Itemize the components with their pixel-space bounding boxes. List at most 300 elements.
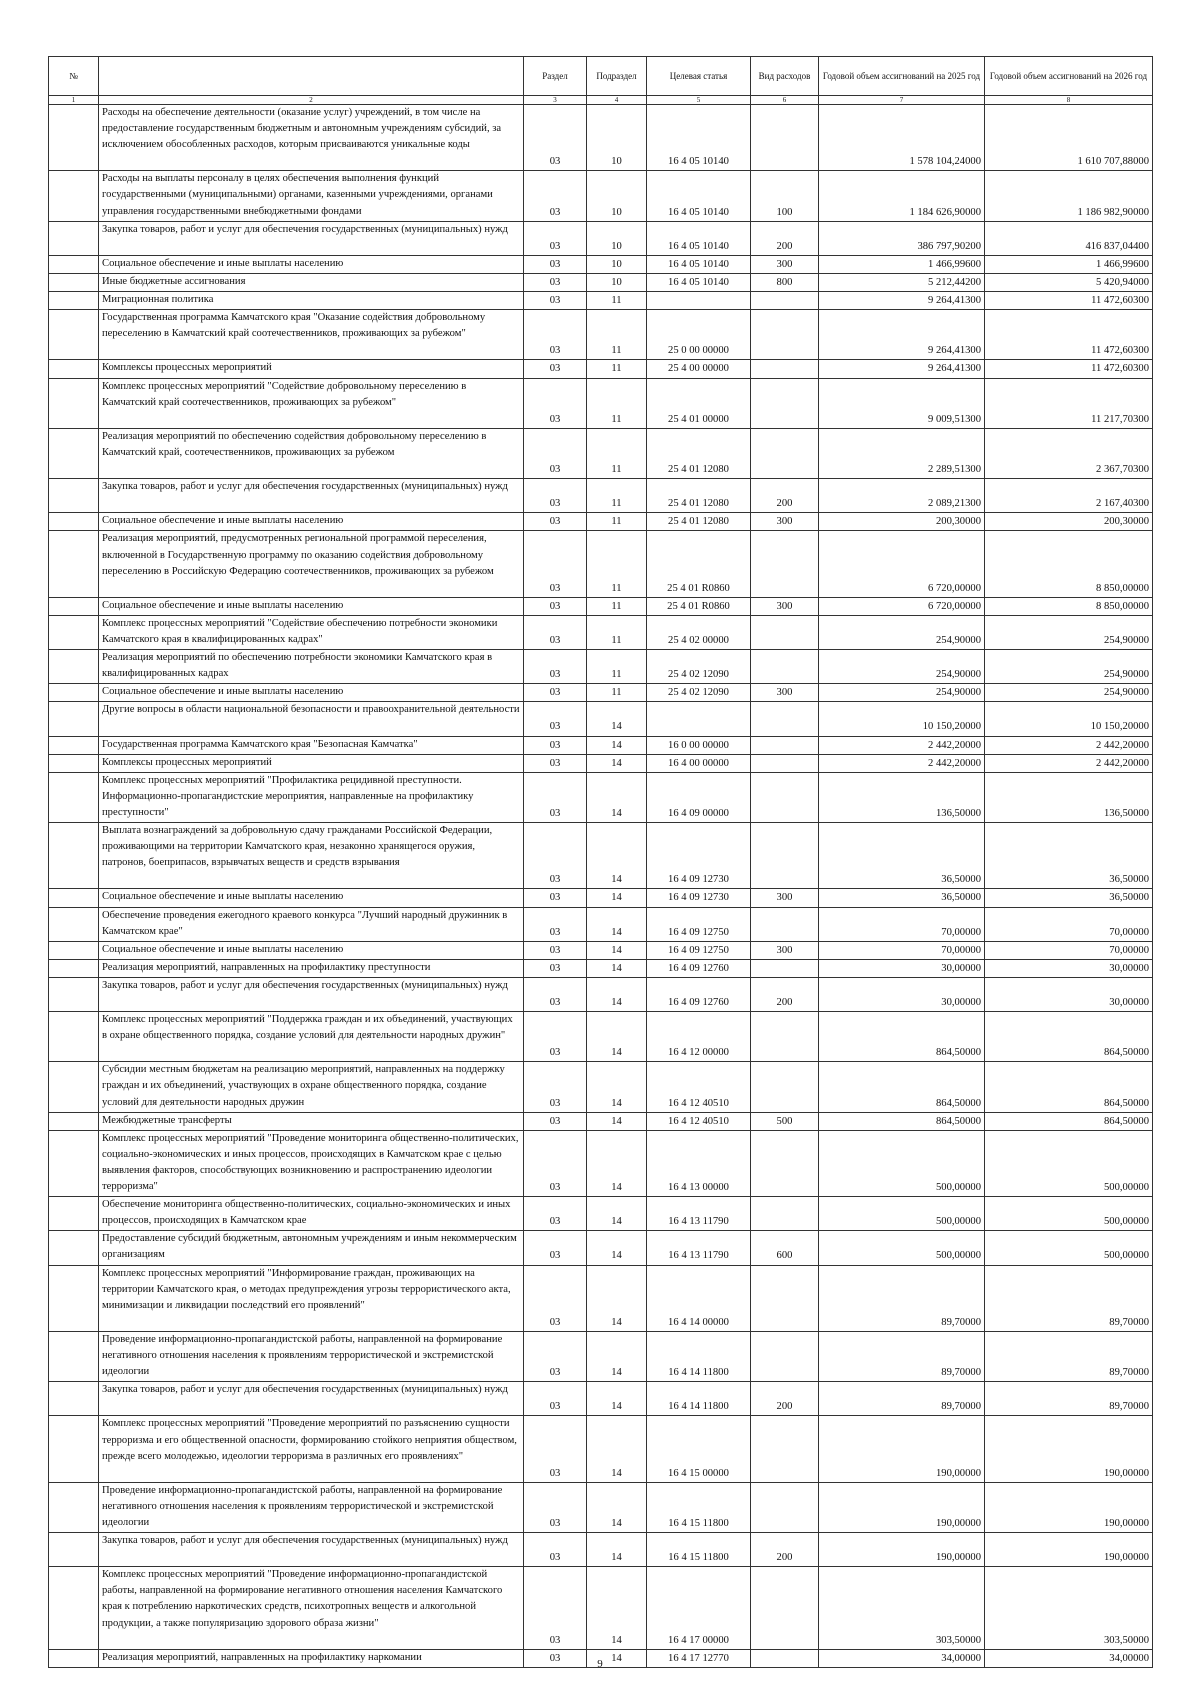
row-number-cell [49,702,99,736]
row-subsection-cell: 11 [587,531,647,597]
row-amount-2026-cell: 89,70000 [985,1265,1153,1331]
row-expense-type-cell [751,736,819,754]
row-name-cell: Обеспечение проведения ежегодного краевого конкурса "Лучший народный дружинник в Камчатском крае" [99,907,524,941]
column-number: 7 [819,96,985,105]
row-number-cell [49,1416,99,1482]
table-row [49,1482,1153,1532]
row-name-cell: Государственная программа Камчатского края "Оказание содействия добровольному переселению в Камчатский край соотечественников, проживающих за рубежом" [99,310,524,360]
header-amount-2025: Годовой объем ассигнований на 2025 год [819,57,985,96]
row-name-cell: Комплексы процессных мероприятий [99,754,524,772]
row-amount-2026-cell: 30,00000 [985,977,1153,1011]
table-row [49,754,1153,772]
row-target-cell: 16 4 05 10140 [647,221,751,255]
row-amount-2026-cell: 864,50000 [985,1112,1153,1130]
row-amount-2025-cell: 254,90000 [819,650,985,684]
row-section-cell: 03 [524,977,587,1011]
row-section-cell: 03 [524,736,587,754]
row-amount-2026-cell: 36,50000 [985,823,1153,889]
row-amount-2025-cell: 2 442,20000 [819,736,985,754]
row-name-cell: Социальное обеспечение и иные выплаты населению [99,255,524,273]
row-amount-2026-cell: 200,30000 [985,513,1153,531]
row-amount-2026-cell: 5 420,94000 [985,273,1153,291]
row-expense-type-cell [751,378,819,428]
row-expense-type-cell [751,531,819,597]
row-section-cell: 03 [524,615,587,649]
row-number-cell [49,1265,99,1331]
table-row [49,959,1153,977]
row-expense-type-cell: 800 [751,273,819,291]
row-section-cell: 03 [524,292,587,310]
row-subsection-cell: 14 [587,1112,647,1130]
row-name-cell: Миграционная политика [99,292,524,310]
row-name-cell: Выплата вознаграждений за добровольную сдачу гражданами Российской Федерации, проживающими на территории Камчатского края, незаконно хранящегося оружия, патронов, боеприпасов, взрывчатых веществ и средств взрывания [99,823,524,889]
row-number-cell [49,1382,99,1416]
row-subsection-cell: 14 [587,702,647,736]
row-target-cell: 25 4 01 12080 [647,479,751,513]
row-subsection-cell: 11 [587,310,647,360]
row-expense-type-cell [751,1130,819,1196]
row-expense-type-cell: 600 [751,1231,819,1265]
column-number: 1 [49,96,99,105]
row-number-cell [49,310,99,360]
row-amount-2025-cell: 500,00000 [819,1231,985,1265]
row-amount-2026-cell: 190,00000 [985,1416,1153,1482]
row-section-cell: 03 [524,1416,587,1482]
row-target-cell: 25 4 02 12090 [647,684,751,702]
row-name-cell: Комплекс процессных мероприятий "Содействие добровольному переселению в Камчатский край соотечественников, проживающих за рубежом" [99,378,524,428]
row-amount-2025-cell: 30,00000 [819,959,985,977]
row-subsection-cell: 14 [587,1012,647,1062]
row-expense-type-cell: 200 [751,221,819,255]
row-subsection-cell: 14 [587,1197,647,1231]
row-amount-2026-cell: 1 466,99600 [985,255,1153,273]
row-amount-2025-cell: 200,30000 [819,513,985,531]
table-row [49,513,1153,531]
row-subsection-cell: 14 [587,823,647,889]
row-name-cell: Комплекс процессных мероприятий "Профилактика рецидивной преступности. Информационно-пропагандистские мероприятия, направленные на профилактику преступности" [99,772,524,822]
row-subsection-cell: 14 [587,1331,647,1381]
row-name-cell: Проведение информационно-пропагандистской работы, направленной на формирование негативного отношения населения к проявлениям террористической и экстремистской идеологии [99,1482,524,1532]
row-amount-2025-cell: 1 466,99600 [819,255,985,273]
row-target-cell: 16 4 09 12730 [647,889,751,907]
row-number-cell [49,221,99,255]
row-amount-2025-cell: 2 442,20000 [819,754,985,772]
row-name-cell: Комплекс процессных мероприятий "Проведение мероприятий по разъяснению сущности терроризма и его общественной опасности, формированию стойкого неприятия обществом, прежде всего молодежью, идеологии терроризма в различных его проявлениях" [99,1416,524,1482]
row-subsection-cell: 11 [587,615,647,649]
row-name-cell: Социальное обеспечение и иные выплаты населению [99,941,524,959]
row-expense-type-cell: 300 [751,597,819,615]
row-number-cell [49,171,99,221]
row-expense-type-cell: 200 [751,977,819,1011]
row-name-cell: Комплексы процессных мероприятий [99,360,524,378]
table-row [49,736,1153,754]
row-name-cell: Проведение информационно-пропагандистской работы, направленной на формирование негативного отношения населения к проявлениям террористической и экстремистской идеологии [99,1331,524,1381]
row-amount-2025-cell: 254,90000 [819,615,985,649]
row-number-cell [49,1197,99,1231]
row-number-cell [49,273,99,291]
row-subsection-cell: 14 [587,941,647,959]
row-number-cell [49,1533,99,1567]
row-subsection-cell: 10 [587,273,647,291]
row-expense-type-cell [751,1012,819,1062]
row-expense-type-cell [751,702,819,736]
row-section-cell: 03 [524,1265,587,1331]
header-section: Раздел [524,57,587,96]
row-expense-type-cell [751,754,819,772]
table-row [49,221,1153,255]
row-target-cell: 16 4 13 00000 [647,1130,751,1196]
table-row [49,310,1153,360]
row-amount-2025-cell: 36,50000 [819,889,985,907]
row-number-cell [49,754,99,772]
row-amount-2026-cell: 254,90000 [985,684,1153,702]
table-row [49,1012,1153,1062]
row-expense-type-cell [751,310,819,360]
row-target-cell [647,292,751,310]
row-amount-2025-cell: 254,90000 [819,684,985,702]
table-row [49,292,1153,310]
row-amount-2025-cell: 303,50000 [819,1567,985,1650]
row-section-cell: 03 [524,597,587,615]
row-name-cell: Реализация мероприятий, предусмотренных региональной программой переселения, включенной в Государственную программу по оказанию содействия добровольному переселению в Российскую Федерацию соотечественников, проживающих за рубежом [99,531,524,597]
row-number-cell [49,360,99,378]
header-num: № [49,57,99,96]
row-target-cell: 25 4 02 00000 [647,615,751,649]
row-expense-type-cell: 100 [751,171,819,221]
row-amount-2025-cell: 10 150,20000 [819,702,985,736]
row-number-cell [49,772,99,822]
row-number-cell [49,428,99,478]
column-number: 8 [985,96,1153,105]
row-number-cell [49,977,99,1011]
row-amount-2025-cell: 864,50000 [819,1112,985,1130]
row-amount-2026-cell: 254,90000 [985,615,1153,649]
table-row [49,941,1153,959]
table-row [49,615,1153,649]
row-expense-type-cell [751,1482,819,1532]
row-subsection-cell: 11 [587,650,647,684]
row-target-cell: 16 4 05 10140 [647,171,751,221]
row-target-cell: 16 4 15 11800 [647,1482,751,1532]
row-amount-2025-cell: 190,00000 [819,1482,985,1532]
row-name-cell: Государственная программа Камчатского края "Безопасная Камчатка" [99,736,524,754]
table-row [49,105,1153,171]
row-section-cell: 03 [524,310,587,360]
row-expense-type-cell [751,650,819,684]
row-amount-2025-cell: 2 289,51300 [819,428,985,478]
row-subsection-cell: 14 [587,1130,647,1196]
row-expense-type-cell [751,360,819,378]
row-amount-2026-cell: 500,00000 [985,1231,1153,1265]
table-row [49,171,1153,221]
row-amount-2026-cell: 1 610 707,88000 [985,105,1153,171]
row-amount-2026-cell: 89,70000 [985,1382,1153,1416]
row-section-cell: 03 [524,1197,587,1231]
row-amount-2026-cell: 70,00000 [985,907,1153,941]
row-target-cell: 16 0 00 00000 [647,736,751,754]
row-number-cell [49,823,99,889]
row-expense-type-cell: 300 [751,941,819,959]
row-section-cell: 03 [524,1012,587,1062]
row-target-cell: 16 4 13 11790 [647,1231,751,1265]
row-target-cell: 16 4 12 00000 [647,1012,751,1062]
row-amount-2026-cell: 70,00000 [985,941,1153,959]
row-name-cell: Расходы на обеспечение деятельности (оказание услуг) учреждений, в том числе на предоставление государственным бюджетным и автономным учреждениям субсидий, за исключением обособленных расходов, которым присваиваются уникальные коды [99,105,524,171]
row-section-cell: 03 [524,428,587,478]
row-name-cell: Комплекс процессных мероприятий "Проведение информационно-пропагандистской работы, направленной на формирование негативного отношения населения Камчатского края к потреблению наркотических средств, психотропных веществ и алкогольной продукции, а также популяризацию здорового образа жизни" [99,1567,524,1650]
row-name-cell: Реализация мероприятий по обеспечению содействия добровольному переселению в Камчатский край, соотечественников, проживающих за рубежом [99,428,524,478]
row-name-cell: Комплекс процессных мероприятий "Содействие обеспечению потребности экономики Камчатского края в квалифицированных кадрах" [99,615,524,649]
row-amount-2025-cell: 9 264,41300 [819,310,985,360]
table-body [49,105,1153,1668]
row-amount-2026-cell: 10 150,20000 [985,702,1153,736]
page-number: 9 [597,1658,603,1670]
row-target-cell: 25 4 01 R0860 [647,597,751,615]
row-section-cell: 03 [524,907,587,941]
row-section-cell: 03 [524,378,587,428]
table-row [49,479,1153,513]
row-name-cell: Реализация мероприятий, направленных на профилактику преступности [99,959,524,977]
row-section-cell: 03 [524,1482,587,1532]
row-target-cell: 16 4 17 00000 [647,1567,751,1650]
table-row [49,1197,1153,1231]
table-row [49,1331,1153,1381]
row-target-cell: 16 4 13 11790 [647,1197,751,1231]
row-section-cell: 03 [524,889,587,907]
row-name-cell: Реализация мероприятий по обеспечению потребности экономики Камчатского края в квалифицированных кадрах [99,650,524,684]
table-row [49,531,1153,597]
row-amount-2025-cell: 386 797,90200 [819,221,985,255]
row-amount-2025-cell: 34,00000 [819,1649,985,1667]
table-row [49,255,1153,273]
row-expense-type-cell [751,105,819,171]
table-row [49,1416,1153,1482]
row-subsection-cell: 11 [587,479,647,513]
row-target-cell: 16 4 14 00000 [647,1265,751,1331]
table-row [49,889,1153,907]
row-target-cell: 16 4 09 12750 [647,941,751,959]
row-number-cell [49,597,99,615]
row-subsection-cell: 11 [587,360,647,378]
table-row [49,702,1153,736]
table-row [49,1062,1153,1112]
row-subsection-cell: 14 [587,772,647,822]
row-amount-2026-cell: 89,70000 [985,1331,1153,1381]
row-subsection-cell: 14 [587,889,647,907]
row-target-cell: 16 4 05 10140 [647,273,751,291]
row-target-cell: 16 4 00 00000 [647,754,751,772]
row-name-cell: Межбюджетные трансферты [99,1112,524,1130]
row-number-cell [49,889,99,907]
row-amount-2026-cell: 36,50000 [985,889,1153,907]
row-number-cell [49,907,99,941]
row-number-cell [49,1331,99,1381]
row-target-cell: 16 4 09 12730 [647,823,751,889]
row-amount-2025-cell: 500,00000 [819,1130,985,1196]
row-subsection-cell: 14 [587,907,647,941]
row-subsection-cell: 14 [587,1649,647,1667]
column-number-row [49,96,1153,105]
table-row [49,360,1153,378]
row-target-cell: 16 4 12 40510 [647,1062,751,1112]
row-section-cell: 03 [524,273,587,291]
row-expense-type-cell [751,1331,819,1381]
row-amount-2026-cell: 2 442,20000 [985,736,1153,754]
row-name-cell: Обеспечение мониторинга общественно-политических, социально-экономических и иных процессов, происходящих в Камчатском крае [99,1197,524,1231]
row-target-cell: 25 4 01 00000 [647,378,751,428]
row-number-cell [49,736,99,754]
row-name-cell: Субсидии местным бюджетам на реализацию мероприятий, направленных на поддержку граждан и их объединений, участвующих в охране общественного порядка, создание условий для деятельности народных дружин [99,1062,524,1112]
row-section-cell: 03 [524,1382,587,1416]
row-section-cell: 03 [524,1533,587,1567]
row-target-cell [647,702,751,736]
row-target-cell: 25 0 00 00000 [647,310,751,360]
row-target-cell: 25 4 01 12080 [647,428,751,478]
table-row [49,1567,1153,1650]
row-name-cell: Закупка товаров, работ и услуг для обеспечения государственных (муниципальных) нужд [99,1533,524,1567]
row-amount-2026-cell: 190,00000 [985,1533,1153,1567]
row-number-cell [49,1567,99,1650]
row-target-cell: 16 4 09 12760 [647,959,751,977]
table-row [49,772,1153,822]
row-number-cell [49,105,99,171]
row-expense-type-cell: 300 [751,684,819,702]
row-expense-type-cell [751,907,819,941]
row-section-cell: 03 [524,823,587,889]
row-expense-type-cell: 300 [751,889,819,907]
row-subsection-cell: 11 [587,513,647,531]
row-amount-2026-cell: 30,00000 [985,959,1153,977]
row-amount-2025-cell: 500,00000 [819,1197,985,1231]
table-row [49,1231,1153,1265]
row-subsection-cell: 14 [587,1231,647,1265]
row-name-cell: Иные бюджетные ассигнования [99,273,524,291]
row-section-cell: 03 [524,1062,587,1112]
row-expense-type-cell: 300 [751,255,819,273]
row-section-cell: 03 [524,959,587,977]
row-target-cell: 16 4 09 12750 [647,907,751,941]
row-amount-2025-cell: 70,00000 [819,907,985,941]
row-amount-2026-cell: 11 472,60300 [985,310,1153,360]
row-section-cell: 03 [524,221,587,255]
row-subsection-cell: 10 [587,171,647,221]
row-target-cell: 25 4 01 R0860 [647,531,751,597]
row-number-cell [49,531,99,597]
row-number-cell [49,941,99,959]
header-target: Целевая статья [647,57,751,96]
row-number-cell [49,292,99,310]
row-number-cell [49,650,99,684]
row-amount-2025-cell: 36,50000 [819,823,985,889]
table-row [49,823,1153,889]
row-expense-type-cell [751,1062,819,1112]
row-section-cell: 03 [524,171,587,221]
row-amount-2025-cell: 70,00000 [819,941,985,959]
row-amount-2025-cell: 89,70000 [819,1265,985,1331]
row-amount-2025-cell: 2 089,21300 [819,479,985,513]
row-name-cell: Социальное обеспечение и иные выплаты населению [99,597,524,615]
row-amount-2026-cell: 303,50000 [985,1567,1153,1650]
row-amount-2025-cell: 6 720,00000 [819,531,985,597]
row-section-cell: 03 [524,650,587,684]
row-expense-type-cell [751,615,819,649]
row-target-cell: 16 4 05 10140 [647,255,751,273]
table-row [49,684,1153,702]
header-name [99,57,524,96]
row-expense-type-cell [751,959,819,977]
row-name-cell: Закупка товаров, работ и услуг для обеспечения государственных (муниципальных) нужд [99,479,524,513]
row-number-cell [49,615,99,649]
row-section-cell: 03 [524,360,587,378]
row-name-cell: Социальное обеспечение и иные выплаты населению [99,889,524,907]
header-row [49,57,1153,96]
row-target-cell: 16 4 15 00000 [647,1416,751,1482]
row-number-cell [49,684,99,702]
row-amount-2025-cell: 864,50000 [819,1012,985,1062]
row-amount-2025-cell: 30,00000 [819,977,985,1011]
row-amount-2026-cell: 864,50000 [985,1062,1153,1112]
row-subsection-cell: 11 [587,684,647,702]
row-name-cell: Закупка товаров, работ и услуг для обеспечения государственных (муниципальных) нужд [99,1382,524,1416]
row-section-cell: 03 [524,105,587,171]
row-amount-2026-cell: 11 217,70300 [985,378,1153,428]
row-subsection-cell: 14 [587,1265,647,1331]
row-section-cell: 03 [524,1130,587,1196]
row-amount-2025-cell: 1 578 104,24000 [819,105,985,171]
column-number: 3 [524,96,587,105]
row-subsection-cell: 10 [587,221,647,255]
row-subsection-cell: 14 [587,959,647,977]
table-row [49,273,1153,291]
row-subsection-cell: 14 [587,1416,647,1482]
row-number-cell [49,1482,99,1532]
row-amount-2025-cell: 9 264,41300 [819,292,985,310]
row-target-cell: 16 4 05 10140 [647,105,751,171]
row-section-cell: 03 [524,684,587,702]
row-expense-type-cell: 200 [751,1382,819,1416]
table-row [49,1130,1153,1196]
row-amount-2025-cell: 9 264,41300 [819,360,985,378]
row-expense-type-cell [751,292,819,310]
row-amount-2026-cell: 2 367,70300 [985,428,1153,478]
row-subsection-cell: 14 [587,736,647,754]
row-amount-2026-cell: 8 850,00000 [985,531,1153,597]
row-amount-2026-cell: 416 837,04400 [985,221,1153,255]
row-number-cell [49,1012,99,1062]
row-amount-2025-cell: 89,70000 [819,1331,985,1381]
row-target-cell: 16 4 09 12760 [647,977,751,1011]
row-amount-2025-cell: 864,50000 [819,1062,985,1112]
row-section-cell: 03 [524,479,587,513]
row-subsection-cell: 11 [587,597,647,615]
row-target-cell: 16 4 09 00000 [647,772,751,822]
table-row [49,1382,1153,1416]
column-number: 5 [647,96,751,105]
row-amount-2025-cell: 190,00000 [819,1416,985,1482]
row-name-cell: Социальное обеспечение и иные выплаты населению [99,513,524,531]
row-section-cell: 03 [524,1567,587,1650]
row-target-cell: 25 4 02 12090 [647,650,751,684]
table-row [49,597,1153,615]
row-section-cell: 03 [524,941,587,959]
row-subsection-cell: 14 [587,1062,647,1112]
row-amount-2025-cell: 136,50000 [819,772,985,822]
row-name-cell: Расходы на выплаты персоналу в целях обеспечения выполнения функций государственными (муниципальными) органами, казенными учреждениями, органами управления государственными внебюджетными фондами [99,171,524,221]
row-target-cell: 16 4 14 11800 [647,1382,751,1416]
row-expense-type-cell: 200 [751,1533,819,1567]
table-row [49,1112,1153,1130]
row-number-cell [49,255,99,273]
